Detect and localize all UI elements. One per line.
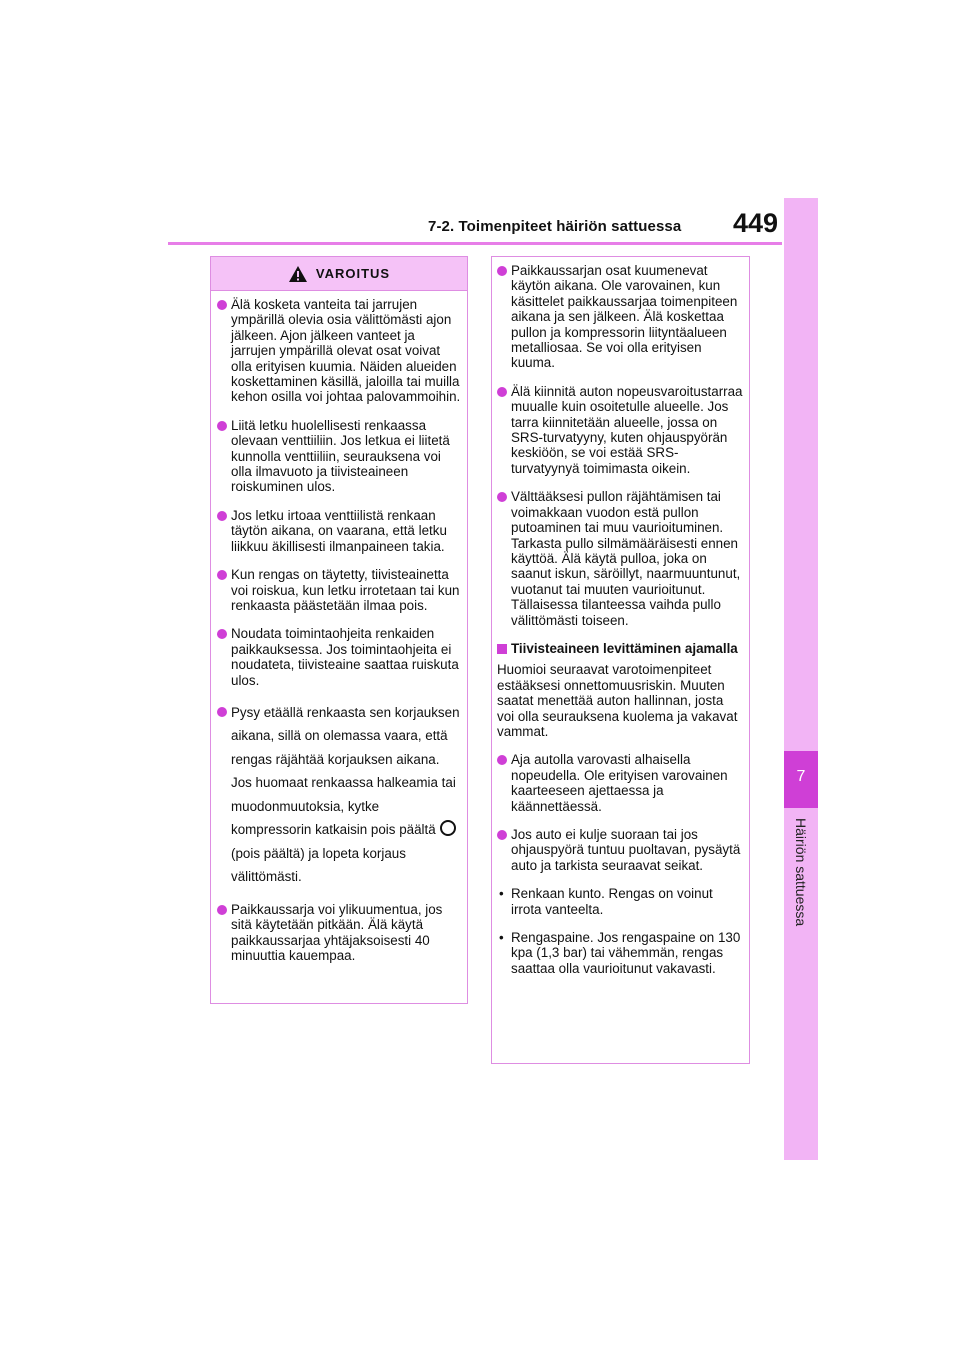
warning-body [211, 291, 467, 964]
power-switch-off-icon [440, 820, 456, 836]
section-title: 7-2. Toimenpiteet häiriön sattuessa [428, 218, 682, 235]
check-bullet: • Rengaspaine. Jos rengaspaine on 130 kpa (1,3 bar) tai vähemmän, rengas saattaa olla vaurioitunut vakavasti. [499, 930, 741, 976]
bullet-dot-icon [217, 629, 227, 639]
bullet-dot-icon [217, 421, 227, 431]
warning-item: Välttääksesi pullon räjähtämisen tai voimakkaan vuodon estä pullon putoaminen tai muu vaurioituminen. Tarkasta pullo silmämääräisesti ennen käyttöä. Älä käytä pulloa, joka on saanut iskun, säröillyt, naarmuuntunut, vuotanut tai muuten vaurioitunut. Tällaisessa tilanteessa vaihda pullo välittömästi toiseen. [497, 489, 743, 628]
header-rule [168, 242, 782, 245]
bullet-dot-icon [217, 905, 227, 915]
bullet-dot-icon [497, 830, 507, 840]
warning-item: Aja autolla varovasti alhaisella nopeudella. Ole erityisen varovainen kaarteeseen ajettaessa ja käännettäessä. [497, 752, 743, 814]
check-bullet: • Renkaan kunto. Rengas on voinut irrota vanteelta. [499, 886, 713, 917]
bullet-dot-icon [497, 266, 507, 276]
subheading: Tiivisteaineen levittäminen ajamalla [497, 641, 743, 656]
bullet-dot-icon [497, 387, 507, 397]
warning-title: VAROITUS [315, 266, 391, 281]
bullet-dot-icon [217, 570, 227, 580]
warning-item: Liitä letku huolellisesti renkaassa olevaan venttiiliin. Jos letkua ei liitetä kunnolla venttiiliin, seurauksena voi olla ilmavuoto ja tiivisteaineen roiskuminen ulos. [217, 418, 461, 495]
warning-item: Paikkaussarjan osat kuumenevat käytön aikana. Ole varovainen, kun käsittelet paikkaussarjaa toimenpiteen aikana ja sen jälkeen. Älä koskettaa pullon ja kompressorin liityntäalueen metalliosaa. Se voi olla erityisen kuuma. [497, 263, 743, 371]
warning-triangle-icon [288, 265, 308, 283]
chapter-label: Häiriön sattuessa [793, 818, 809, 927]
page-number: 449 [733, 208, 779, 238]
warning-item-switch: Pysy etäällä renkaasta sen korjauksen aikana, sillä on olemassa vaara, että rengas räjähtää korjauksen aikana. Jos huomaat renkaassa halkeamia tai muodonmuutoksia, kytke kompressorin katkaisin pois päältä(pois päältä) ja lopeta korjaus välittömästi. [217, 701, 461, 889]
warning-item: Noudata toimintaohjeita renkaiden paikkauksessa. Jos toimintaohjeita ei noudateta, tiivisteaine saattaa ruiskuta ulos. [217, 626, 461, 688]
square-bullet-icon [497, 644, 507, 654]
chapter-side-tab [784, 198, 818, 1160]
bullet-dot-icon [497, 492, 507, 502]
warning-item: Älä kiinnitä auton nopeusvaroitustarraa muualle kuin osoitetulle alueelle. Jos tarra kiinnitetään alueelle, jossa on SRS-turvatyyny, kuten ohjauspyörän keskiöön, se voi estää SRS-turvatyynyä toimimasta oikein. [497, 384, 743, 476]
warning-item: Jos auto ei kulje suoraan tai jos ohjauspyörä tuntuu puoltavan, pysäytä auto ja tarkista seuraavat seikat. [497, 827, 743, 873]
bullet-dot-icon [217, 511, 227, 521]
bullet-dot-icon [217, 707, 227, 717]
warning-box [210, 256, 468, 1004]
bullet-dot-icon [497, 755, 507, 765]
warning-item: Älä kosketa vanteita tai jarrujen ympärillä olevia osia välittömästi ajon jälkeen. Ajon jälkeen vanteet ja jarrujen ympärillä olevat osat voivat olla erityisen kuumia. Näiden alueiden koskettaminen käsillä, jaloilla tai muilla kehon osilla voi johtaa palovammoihin. [217, 297, 461, 405]
warning-item: Kun rengas on täytetty, tiivisteainetta voi roiskua, kun letku irrotetaan tai kun renkaasta päästetään ilmaa pois. [217, 567, 461, 613]
warning-item: Jos letku irtoaa venttiilistä renkaan täytön aikana, on vaarana, että letku liikkuu äkillisesti ilmanpaineen takia. [217, 508, 461, 554]
bullet-point-icon: • [499, 886, 504, 902]
warning-header [211, 257, 467, 291]
warning-continuation-box [491, 256, 750, 1064]
warning-item: Paikkaussarja voi ylikuumentua, jos sitä käytetään pitkään. Älä käytä paikkaussarjaa yhtäjaksoisesti 40 minuuttia kauempaa. [217, 902, 461, 964]
chapter-number: 7 [796, 768, 806, 785]
intro-paragraph: Huomioi seuraavat varotoimenpiteet estääksesi onnettomuusriskin. Muuten saatat menettää auton hallinnan, josta voi olla seurauksena kuolema ja vakavat vammat. [497, 662, 738, 739]
bullet-point-icon: • [499, 930, 504, 946]
bullet-dot-icon [217, 300, 227, 310]
